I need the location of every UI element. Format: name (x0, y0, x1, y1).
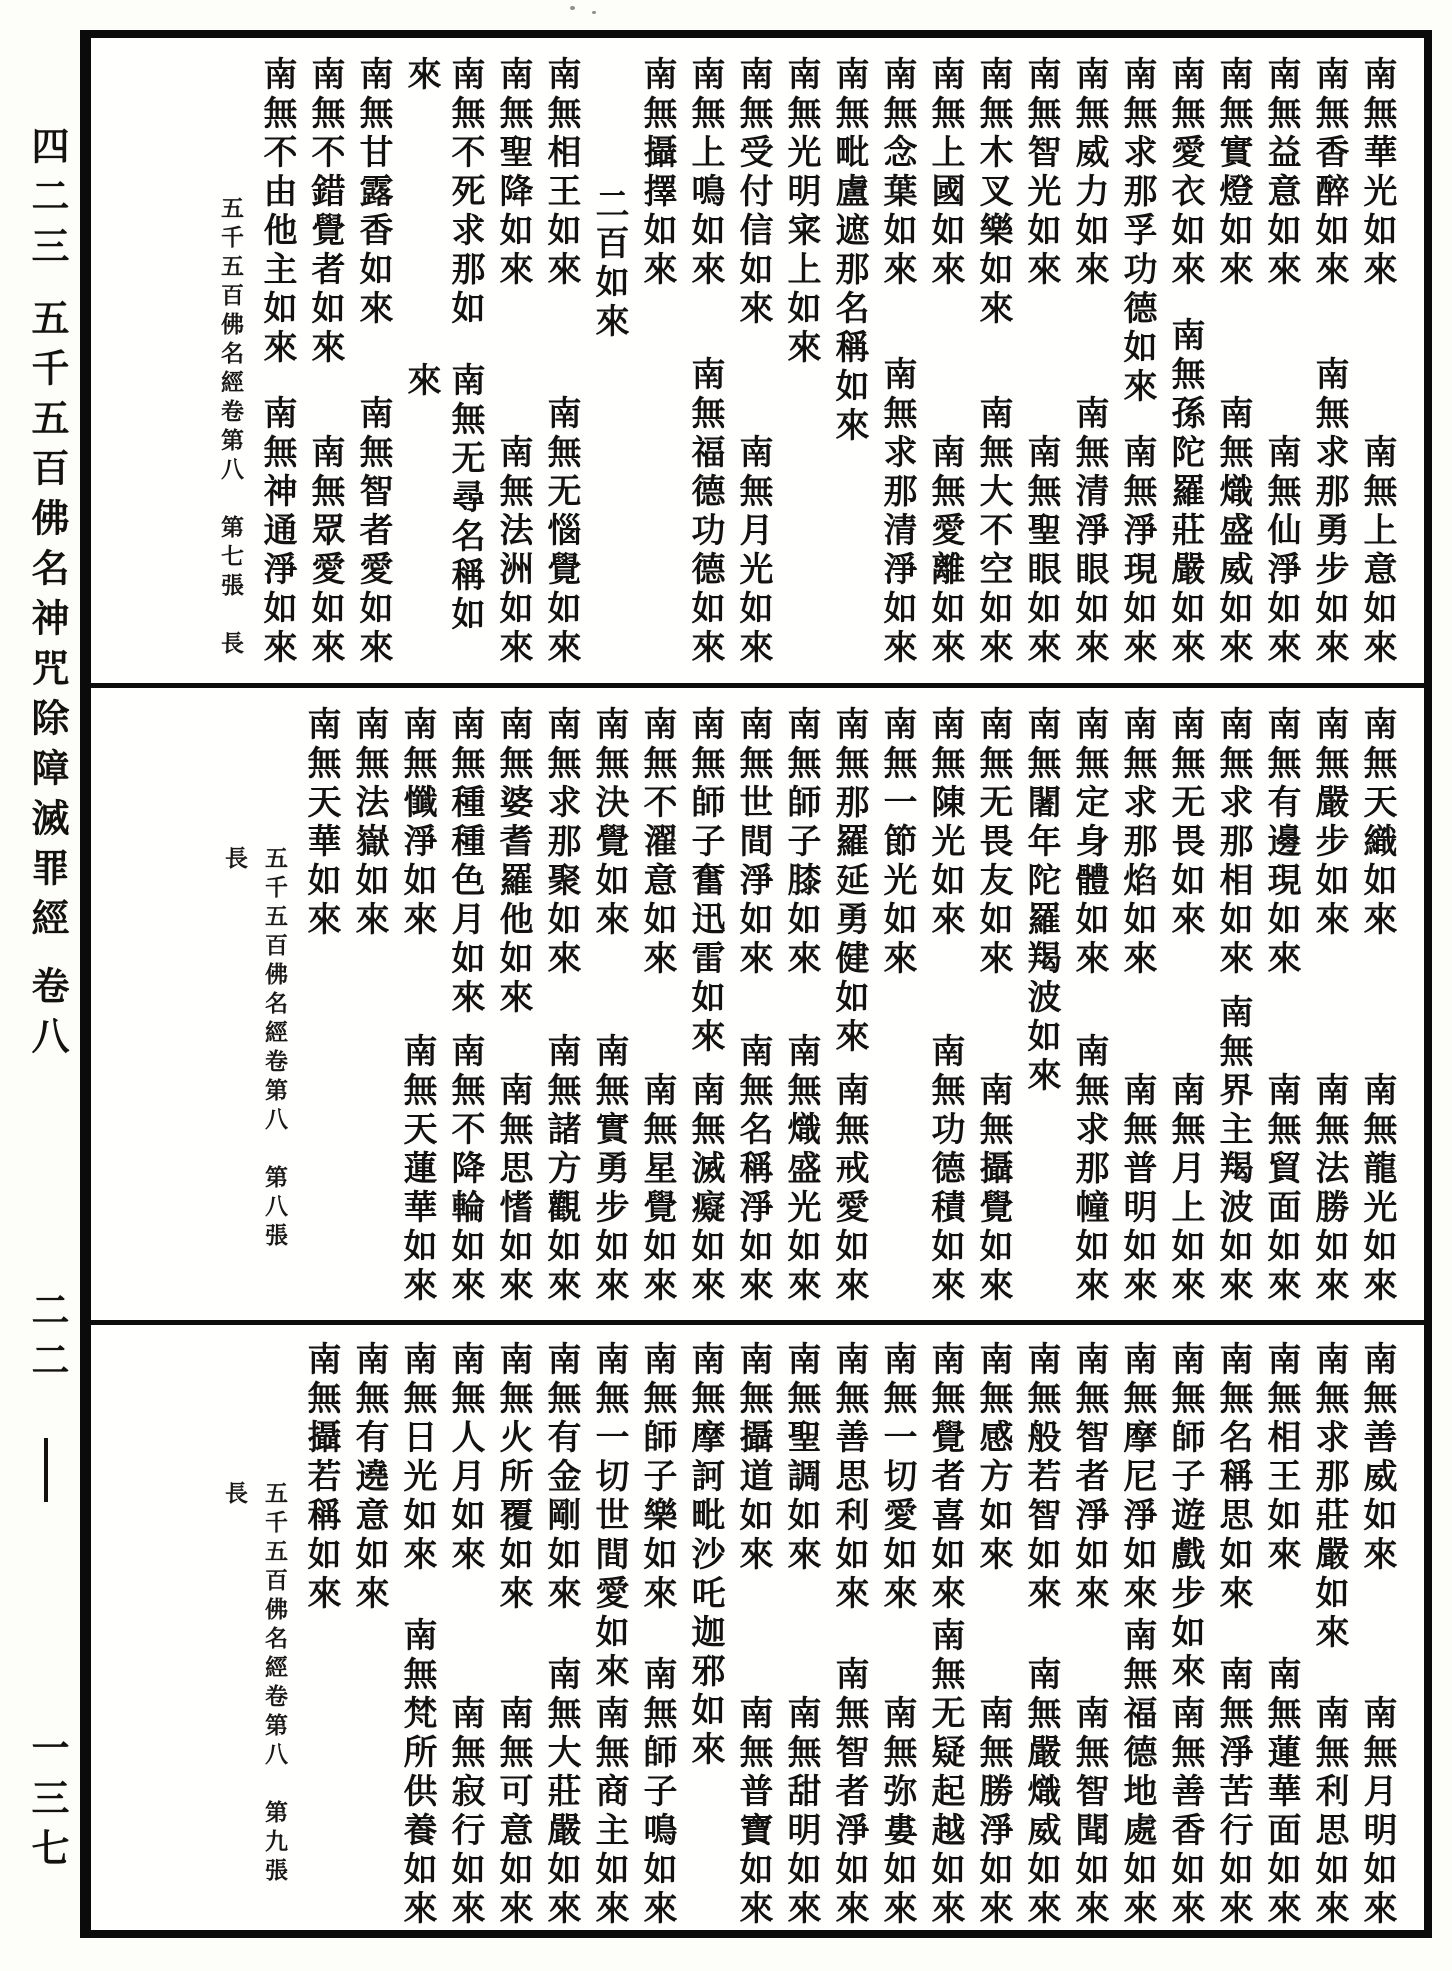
name-column (1162, 706, 1206, 1306)
name-column (538, 1341, 582, 1929)
buddha-name-upper: 南無善威如來 (1358, 1341, 1395, 1575)
name-column (1258, 56, 1302, 668)
buddha-name-upper: 南無法嶽如來 (350, 706, 387, 940)
buddha-name-lower: 南無界主羯波如來 (1214, 994, 1251, 1306)
buddha-name-lower: 南無大不空如來 (974, 395, 1011, 668)
name-column (778, 1341, 822, 1929)
buddha-name-lower: 南無智者愛如來 (354, 395, 391, 668)
buddha-name-upper: 南無聖降如來 (494, 56, 531, 290)
print-speck (592, 11, 596, 14)
buddha-name-lower: 南無求那勇步如來 (1310, 356, 1347, 668)
name-column (1306, 1341, 1350, 1929)
buddha-name-upper: 南無日光如來 (398, 1341, 435, 1575)
buddha-name-upper: 南無智光如來 (1022, 56, 1059, 290)
name-column (730, 706, 774, 1306)
name-column (922, 706, 966, 1306)
buddha-name-upper: 南無聖調如來 (782, 1341, 819, 1575)
margin-volume-label: 卷八 (25, 966, 67, 1066)
name-column (254, 56, 298, 668)
buddha-name-lower: 南無眾愛如來 (306, 434, 343, 668)
name-column (538, 706, 582, 1306)
buddha-name-upper: 南無不死求那如來 (402, 56, 483, 329)
buddha-name-upper: 南無一切愛如來 (878, 1341, 915, 1614)
name-column (874, 1341, 918, 1929)
name-column (730, 1341, 774, 1929)
buddha-name-lower: 南無无尋名稱如來 (402, 362, 483, 635)
name-column (1066, 56, 1110, 668)
buddha-name-lower: 南無淨現如來 (1118, 434, 1155, 668)
name-column (634, 56, 678, 668)
buddha-name-lower: 南無嚴熾威如來 (1022, 1656, 1059, 1929)
name-column (298, 1341, 342, 1929)
buddha-name-lower: 南無淨苦行如來 (1214, 1656, 1251, 1929)
name-column (394, 706, 438, 1306)
buddha-name-upper: 南無愛衣如來 (1166, 56, 1203, 290)
name-column (1210, 1341, 1254, 1929)
name-column (970, 1341, 1014, 1929)
buddha-name-lower: 南無寂行如來 (446, 1695, 483, 1929)
buddha-name-upper: 南無婆耆羅他如來 (494, 706, 531, 1018)
buddha-name-upper: 南無師子樂如來 (638, 1341, 675, 1614)
name-column (1066, 1341, 1110, 1929)
sheet-colophon-column (214, 706, 294, 1306)
buddha-name-lower: 南無福德地處如來 (1118, 1617, 1155, 1929)
buddha-name-lower: 南無求那幢如來 (1070, 1033, 1107, 1306)
buddha-name-upper: 南無闍年陀羅羯波如來 (1022, 706, 1059, 1096)
buddha-name-lower: 南無无疑起越如來 (926, 1617, 963, 1929)
buddha-name-upper: 南無光明宷上如來 (782, 56, 819, 368)
name-column (490, 706, 534, 1306)
margin-dash-mark (44, 1438, 48, 1502)
buddha-name-lower: 南無智者淨如來 (830, 1656, 867, 1929)
buddha-name-lower: 南無攝覺如來 (974, 1072, 1011, 1306)
buddha-name-lower: 南無月明如來 (1358, 1695, 1395, 1929)
name-column (826, 1341, 870, 1929)
margin-folio-number: 四二三 (25, 126, 67, 276)
name-column (1018, 56, 1062, 668)
buddha-name-lower: 南無智聞如來 (1070, 1695, 1107, 1929)
buddha-name-lower: 南無普明如來 (1118, 1072, 1155, 1306)
buddha-name-upper: 南無攝道如來 (734, 1341, 771, 1575)
buddha-name-upper: 南無无畏如來 (1166, 706, 1203, 940)
buddha-name-upper: 南無人月如來 (446, 1341, 483, 1575)
buddha-name-upper: 南無般若智如來 (1022, 1341, 1059, 1614)
name-column (778, 706, 822, 1306)
name-column (634, 706, 678, 1306)
name-column (1018, 706, 1062, 1306)
name-column (586, 1341, 630, 1929)
name-column (826, 56, 870, 668)
name-column (826, 706, 870, 1306)
buddha-name-upper: 南無智者淨如來 (1070, 1341, 1107, 1614)
buddha-name-lower: 南無勝淨如來 (974, 1695, 1011, 1929)
name-column (682, 56, 726, 668)
buddha-name-upper: 南無世間淨如來 (734, 706, 771, 979)
name-column (922, 56, 966, 668)
buddha-name-lower: 南無梵所供養如來 (398, 1617, 435, 1929)
buddha-name-lower: 南無可意如來 (494, 1695, 531, 1929)
buddha-name-lower: 南無福德功德如來 (686, 356, 723, 668)
name-column (874, 706, 918, 1306)
buddha-name-upper: 南無師子奮迅雷如來 (686, 706, 723, 1057)
band-divider (91, 683, 1424, 688)
name-column (970, 56, 1014, 668)
name-column (1258, 706, 1302, 1306)
name-column (1210, 56, 1254, 668)
buddha-name-upper: 南無善思利如來 (830, 1341, 867, 1614)
name-column (1066, 706, 1110, 1306)
sheet-colophon-label: 五千五百佛名經卷第八 第七張 長 (218, 196, 243, 660)
buddha-name-upper: 南無不錯覺者如來 (306, 56, 343, 368)
name-column (398, 56, 486, 668)
buddha-name-lower: 南無聖眼如來 (1022, 434, 1059, 668)
name-column (874, 56, 918, 668)
buddha-name-upper: 南無求那聚如來 (542, 706, 579, 979)
buddha-name-upper: 南無那羅延勇健如來 (830, 706, 867, 1057)
buddha-name-upper: 南無懺淨如來 (398, 706, 435, 940)
name-column (586, 706, 630, 1306)
name-column (350, 56, 394, 668)
buddha-name-upper: 南無有金剛如來 (542, 1341, 579, 1614)
buddha-name-lower: 南無天蓮華如來 (398, 1033, 435, 1306)
name-column (1258, 1341, 1302, 1929)
register-band-middle (149, 706, 1402, 1306)
buddha-name-upper: 南無相王如來 (542, 56, 579, 290)
name-column (922, 1341, 966, 1929)
name-column (302, 56, 346, 668)
name-column (1114, 706, 1158, 1306)
sheet-colophon-column (214, 1341, 294, 1929)
name-column (1114, 56, 1158, 668)
buddha-name-lower: 南無大莊嚴如來 (542, 1656, 579, 1929)
buddha-name-upper: 南無求那孚功德如來 (1118, 56, 1155, 407)
name-column (490, 1341, 534, 1929)
name-column (1162, 1341, 1206, 1929)
name-column (778, 56, 822, 668)
page-frame (80, 30, 1432, 1938)
count-marker-column (586, 56, 630, 668)
name-column (730, 56, 774, 668)
name-column (1354, 1341, 1398, 1929)
buddha-name-lower: 南無无惱覺如來 (542, 395, 579, 668)
buddha-name-lower: 南無法洲如來 (494, 434, 531, 668)
buddha-name-upper: 南無天華如來 (302, 706, 339, 940)
register-band-bottom (149, 1341, 1402, 1929)
buddha-name-lower: 南無熾盛光如來 (782, 1033, 819, 1306)
buddha-name-upper: 南無求那相如來 (1214, 706, 1251, 979)
buddha-name-upper: 南無上鳴如來 (686, 56, 723, 290)
buddha-name-lower: 南無不降輪如來 (446, 1033, 483, 1306)
buddha-name-upper: 南無華光如來 (1358, 56, 1395, 290)
buddha-name-upper: 南無一切世間愛如來 (590, 1341, 627, 1692)
buddha-name-lower: 南無求那清淨如來 (878, 356, 915, 668)
buddha-name-lower: 南無神通淨如來 (258, 395, 295, 668)
name-column (490, 56, 534, 668)
buddha-name-lower: 南無名稱淨如來 (734, 1033, 771, 1306)
buddha-name-lower: 南無月上如來 (1166, 1072, 1203, 1306)
buddha-name-upper: 南無甘露香如來 (354, 56, 391, 329)
buddha-name-upper: 南無名稱思如來 (1214, 1341, 1251, 1614)
buddha-name-upper: 南無不濯意如來 (638, 706, 675, 979)
buddha-name-upper: 南無相王如來 (1262, 1341, 1299, 1575)
buddha-name-upper: 南無師子遊戲步如來 (1166, 1341, 1203, 1692)
buddha-name-upper: 南無有遶意如來 (350, 1341, 387, 1614)
buddha-name-upper: 南無木叉樂如來 (974, 56, 1011, 329)
buddha-name-lower: 南無愛離如來 (926, 434, 963, 668)
sheet-colophon-column (210, 56, 250, 668)
buddha-name-upper: 南無定身體如來 (1070, 706, 1107, 979)
buddha-name-lower: 南無商主如來 (590, 1695, 627, 1929)
buddha-name-upper: 南無上國如來 (926, 56, 963, 290)
buddha-name-lower: 南無孫陀羅莊嚴如來 (1166, 317, 1203, 668)
name-column (442, 1341, 486, 1929)
name-column (634, 1341, 678, 1929)
buddha-name-upper: 南無實燈如來 (1214, 56, 1251, 290)
buddha-name-upper: 南無求那焰如來 (1118, 706, 1155, 979)
buddha-name-upper: 南無无畏友如來 (974, 706, 1011, 979)
buddha-name-lower: 南無滅癡如來 (686, 1072, 723, 1306)
register-band-top (149, 56, 1402, 668)
name-column (1162, 56, 1206, 668)
buddha-name-upper: 南無火所覆如來 (494, 1341, 531, 1614)
buddha-name-lower: 南無弥婁如來 (878, 1695, 915, 1929)
buddha-name-upper: 南無毗盧遮那名稱如來 (830, 56, 867, 446)
buddha-name-upper: 南無念葉如來 (878, 56, 915, 290)
name-column (682, 1341, 726, 1929)
name-column (1306, 706, 1350, 1306)
band-divider (91, 1320, 1424, 1325)
buddha-name-upper: 南無香醉如來 (1310, 56, 1347, 290)
name-column (346, 1341, 390, 1929)
sheet-colophon-label: 五千五百佛名經卷第八 第九張 長 (222, 1481, 287, 1916)
buddha-name-lower: 南無月光如來 (734, 434, 771, 668)
buddha-name-lower: 南無仙淨如來 (1262, 434, 1299, 668)
count-marker-label: 二百如來 (590, 186, 627, 342)
sheet-colophon-label: 五千五百佛名經卷第八 第八張 長 (222, 846, 287, 1281)
buddha-name-upper: 南無嚴步如來 (1310, 706, 1347, 940)
name-column (970, 706, 1014, 1306)
margin-page-volume: 二二 (25, 1290, 67, 1390)
buddha-name-upper: 南無摩尼淨如來 (1118, 1341, 1155, 1614)
name-column (394, 1341, 438, 1929)
buddha-name-upper: 南無不由他主如來 (258, 56, 295, 368)
buddha-name-lower: 南無思愭如來 (494, 1072, 531, 1306)
name-column (682, 706, 726, 1306)
buddha-name-lower: 南無貿面如來 (1262, 1072, 1299, 1306)
buddha-name-lower: 南無甜明如來 (782, 1695, 819, 1929)
buddha-name-upper: 南無一節光如來 (878, 706, 915, 979)
buddha-name-lower: 南無善香如來 (1166, 1695, 1203, 1929)
buddha-name-lower: 南無清淨眼如來 (1070, 395, 1107, 668)
name-column (1354, 56, 1398, 668)
buddha-name-lower: 南無諸方觀如來 (542, 1033, 579, 1306)
buddha-name-upper: 南無受付信如來 (734, 56, 771, 329)
name-column (538, 56, 582, 668)
margin-page-number: 一三七 (25, 1728, 67, 1878)
buddha-name-upper: 南無種種色月如來 (446, 706, 483, 1018)
buddha-name-upper: 南無攝若稱如來 (302, 1341, 339, 1614)
buddha-name-upper: 南無有邊現如來 (1262, 706, 1299, 979)
name-column (298, 706, 342, 1306)
name-column (442, 706, 486, 1306)
buddha-name-upper: 南無求那莊嚴如來 (1310, 1341, 1347, 1653)
buddha-name-lower: 南無上意如來 (1358, 434, 1395, 668)
buddha-name-upper: 南無覺者喜如來 (926, 1341, 963, 1614)
buddha-name-lower: 南無蓮華面如來 (1262, 1656, 1299, 1929)
margin-sutra-title: 五千五百佛名神咒除障滅罪經 (25, 298, 67, 948)
buddha-name-lower: 南無熾盛威如來 (1214, 395, 1251, 668)
buddha-name-upper: 南無攝擇如來 (638, 56, 675, 290)
buddha-name-upper: 南無威力如來 (1070, 56, 1107, 290)
name-column (346, 706, 390, 1306)
buddha-name-upper: 南無陳光如來 (926, 706, 963, 940)
buddha-name-lower: 南無戒愛如來 (830, 1072, 867, 1306)
buddha-name-upper: 南無感方如來 (974, 1341, 1011, 1575)
buddha-name-lower: 南無師子鳴如來 (638, 1656, 675, 1929)
name-column (1114, 1341, 1158, 1929)
buddha-name-lower: 南無利思如來 (1310, 1695, 1347, 1929)
name-column (1306, 56, 1350, 668)
name-column (1018, 1341, 1062, 1929)
print-speck (570, 6, 575, 10)
name-column (1354, 706, 1398, 1306)
buddha-name-lower: 南無星覺如來 (638, 1072, 675, 1306)
buddha-name-lower: 南無實勇步如來 (590, 1033, 627, 1306)
buddha-name-lower: 南無龍光如來 (1358, 1072, 1395, 1306)
buddha-name-lower: 南無功德積如來 (926, 1033, 963, 1306)
buddha-name-upper: 南無天織如來 (1358, 706, 1395, 940)
buddha-name-lower: 南無普寶如來 (734, 1695, 771, 1929)
buddha-name-lower: 南無法勝如來 (1310, 1072, 1347, 1306)
buddha-name-upper: 南無摩訶毗沙吒迦邪如來 (686, 1341, 723, 1770)
buddha-name-upper: 南無師子膝如來 (782, 706, 819, 979)
name-column (1210, 706, 1254, 1306)
buddha-name-upper: 南無決覺如來 (590, 706, 627, 940)
buddha-name-upper: 南無益意如來 (1262, 56, 1299, 290)
